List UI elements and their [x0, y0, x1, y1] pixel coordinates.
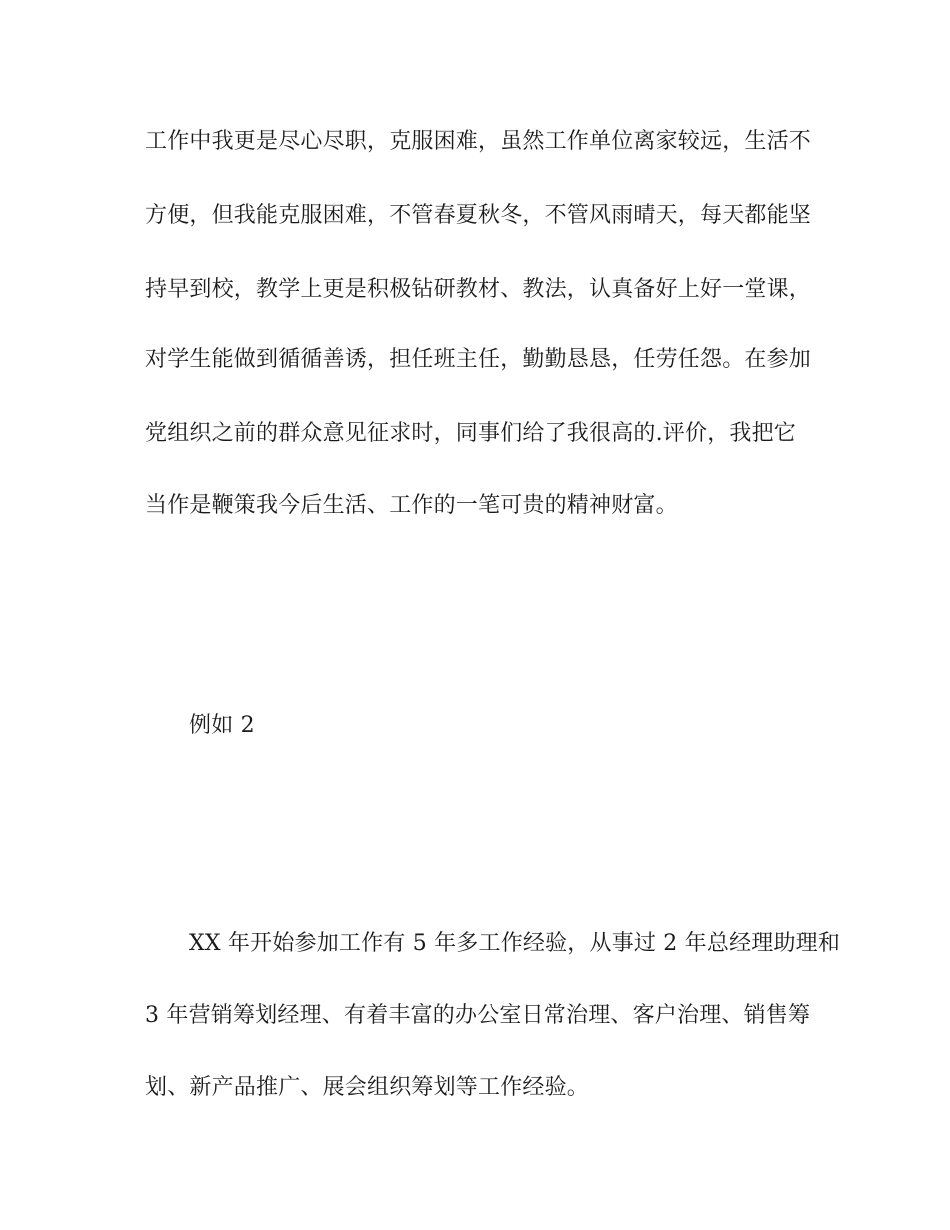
paragraph2-line-1: XX 年开始参加工作有 5 年多工作经验，从事过 2 年总经理助理和: [189, 931, 841, 956]
paragraph1-line-4: 对学生能做到循循善诱，担任班主任，勤勤恳恳，任劳任怨。在参加: [145, 347, 812, 372]
paragraph1-line-6: 当作是鞭策我今后生活、工作的一笔可贵的精神财富。: [145, 493, 678, 518]
paragraph2-line-2: 3 年营销筹划经理、有着丰富的办公室日常治理、客户治理、销售筹: [145, 1003, 811, 1028]
paragraph1-line-2: 方便，但我能克服困难，不管春夏秋冬，不管风雨晴天，每天都能坚: [145, 203, 812, 228]
section-heading: 例如 2: [189, 713, 255, 738]
paragraph1-line-1: 工作中我更是尽心尽职，克服困难，虽然工作单位离家较远，生活不: [145, 129, 812, 154]
paragraph1-line-3: 持早到校，教学上更是积极钻研教材、教法，认真备好上好一堂课，: [145, 277, 812, 302]
paragraph2-line-3: 划、新产品推广、展会组织筹划等工作经验。: [145, 1075, 590, 1100]
paragraph1-line-5: 党组织之前的群众意见征求时，同事们给了我很高的.评价，我把它: [145, 421, 796, 446]
